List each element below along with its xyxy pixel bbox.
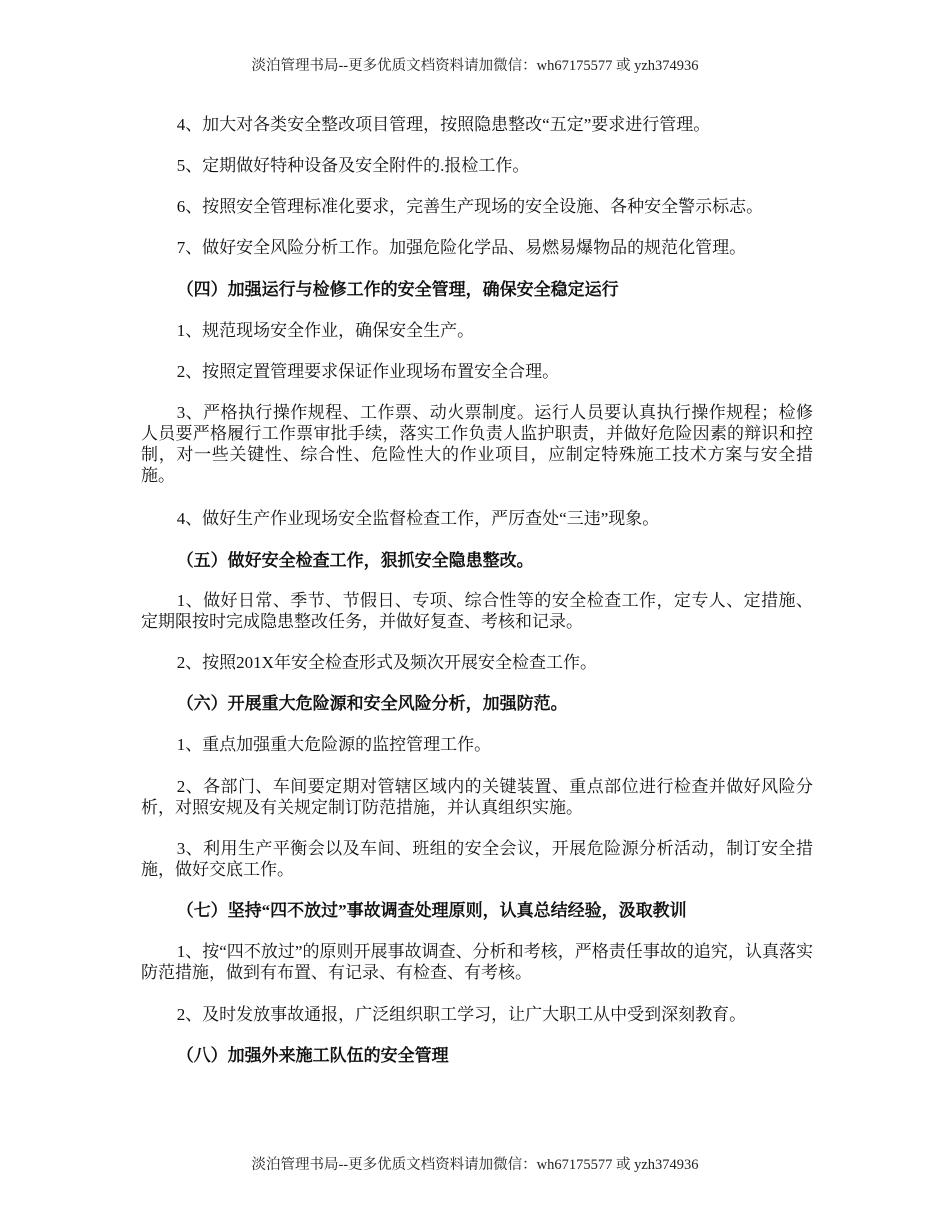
section-heading: （五）做好安全检查工作，狠抓安全隐患整改。 <box>176 551 534 570</box>
paragraph: 1、做好日常、季节、节假日、专项、综合性等的安全检查工作，定专人、定措施、定期限按时完成隐患整改任务，并做好复查、考核和记录。 <box>141 591 813 631</box>
page-header: 淡泊管理书局--更多优质文档资料请加微信：wh67175577 或 yzh374936 <box>251 58 699 74</box>
paragraph: 1、按“四不放过”的原则开展事故调查、分析和考核，严格责任事故的追究，认真落实防范措施，做到有布置、有记录、有检查、有考核。 <box>141 942 813 982</box>
paragraph: 5、定期做好特种设备及安全附件的.报检工作。 <box>176 156 530 175</box>
paragraph: 2、按照定置管理要求保证作业现场布置安全合理。 <box>176 362 560 381</box>
section-heading: （七）坚持“四不放过”事故调查处理原则，认真总结经验，汲取教训 <box>176 901 687 920</box>
paragraph: 4、做好生产作业现场安全监督检查工作，严厉查处“三违”现象。 <box>176 509 660 528</box>
paragraph: 3、严格执行操作规程、工作票、动火票制度。运行人员要认真执行操作规程；检修人员要严格履行工作票审批手续，落实工作负责人监护职责，并做好危险因素的辩识和控制，对一些关键性、综合性、危险性大的作业项目，应制定特殊施工技术方案与安全措施。 <box>141 403 813 485</box>
paragraph: 2、按照201X年安全检查形式及频次开展安全检查工作。 <box>176 653 597 672</box>
paragraph: 2、各部门、车间要定期对管辖区域内的关键装置、重点部位进行检查并做好风险分析，对照安规及有关规定制订防范措施，并认真组织实施。 <box>141 777 813 817</box>
paragraph: 1、规范现场安全作业，确保安全生产。 <box>176 321 475 340</box>
paragraph: 4、加大对各类安全整改项目管理，按照隐患整改“五定”要求进行管理。 <box>176 115 711 134</box>
paragraph: 7、做好安全风险分析工作。加强危险化学品、易燃易爆物品的规范化管理。 <box>176 238 747 257</box>
section-heading: （八）加强外来施工队伍的安全管理 <box>176 1046 449 1065</box>
section-heading: （六）开展重大危险源和安全风险分析，加强防范。 <box>176 694 568 713</box>
paragraph: 6、按照安全管理标准化要求，完善生产现场的安全设施、各种安全警示标志。 <box>176 197 764 216</box>
section-heading: （四）加强运行与检修工作的安全管理，确保安全稳定运行 <box>176 280 619 299</box>
paragraph: 2、及时发放事故通报，广泛组织职工学习，让广大职工从中受到深刻教育。 <box>176 1005 747 1024</box>
page-footer: 淡泊管理书局--更多优质文档资料请加微信：wh67175577 或 yzh374936 <box>251 1157 699 1173</box>
paragraph: 3、利用生产平衡会以及车间、班组的安全会议，开展危险源分析活动，制订安全措施，做好交底工作。 <box>141 839 813 879</box>
paragraph: 1、重点加强重大危险源的监控管理工作。 <box>176 735 492 754</box>
